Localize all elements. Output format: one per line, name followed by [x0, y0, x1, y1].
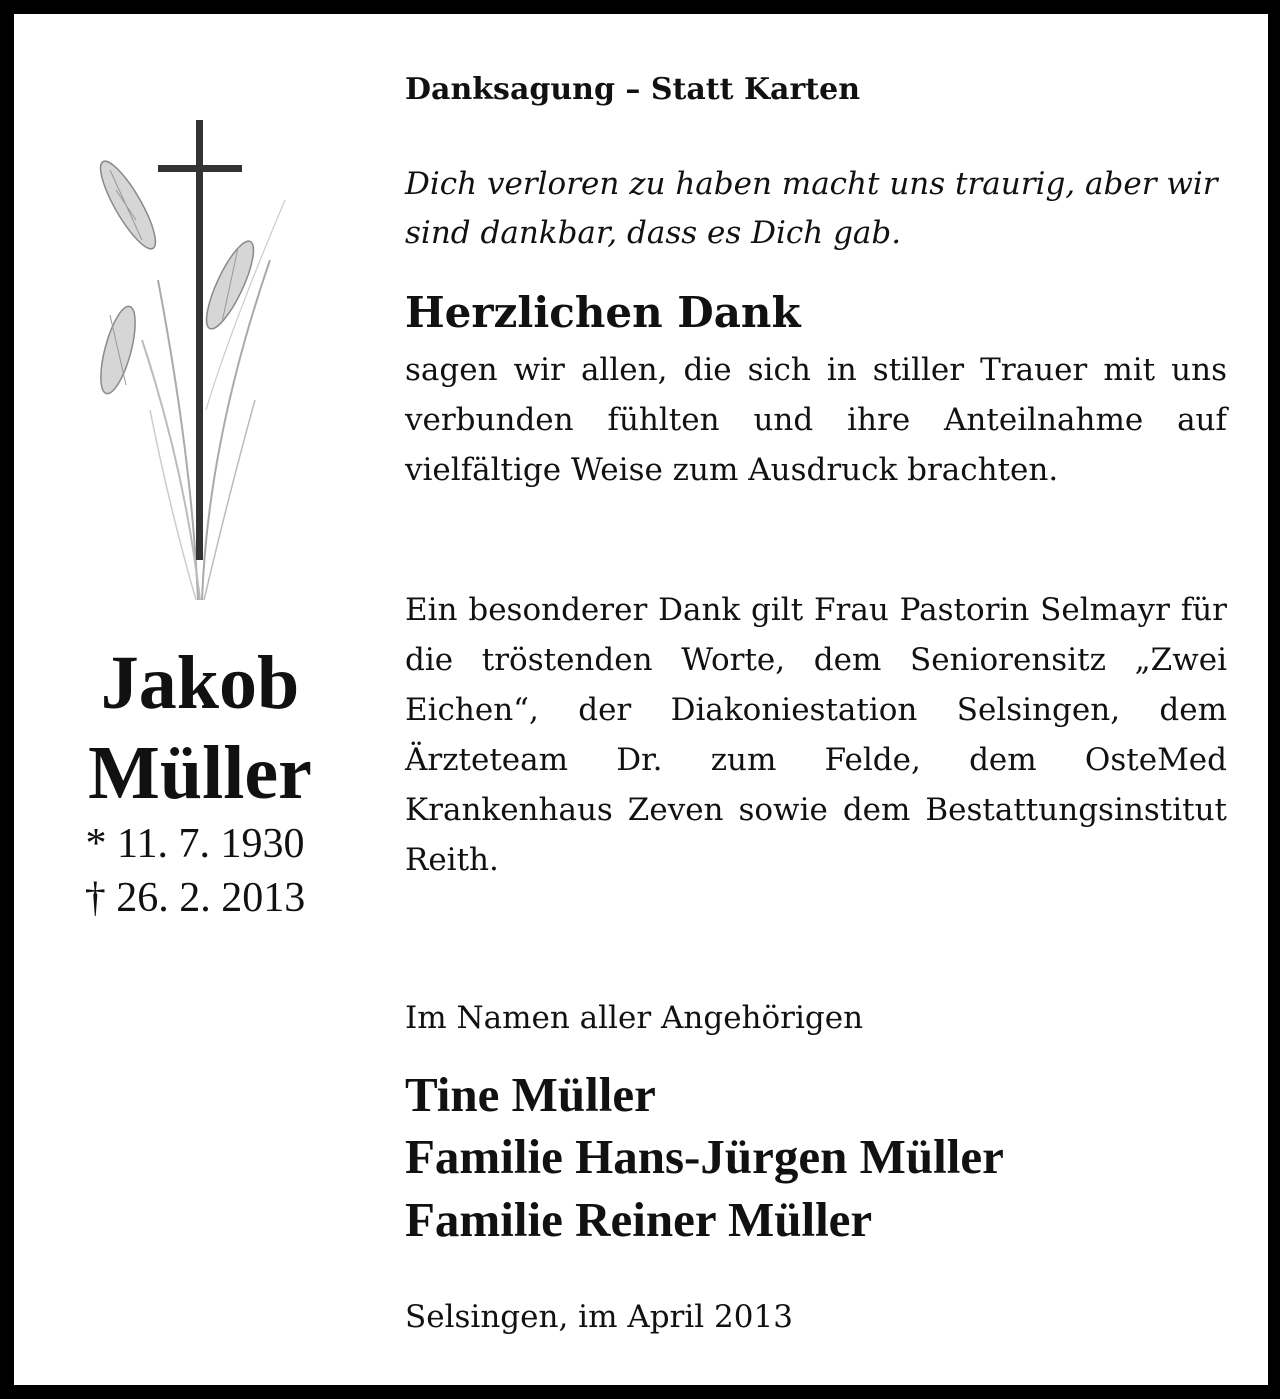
- family-name: Familie Reiner Müller: [405, 1192, 873, 1247]
- thanks-paragraph: sagen wir allen, die sich in stiller Trauer mit uns verbunden fühlten und ihre Anteilnahme auf vielfältige Weise zum Ausdruck brachten.: [405, 352, 1227, 488]
- notice-kicker: Danksagung – Statt Karten: [405, 72, 861, 107]
- deceased-last-name: Müller: [88, 731, 312, 815]
- birth-date: * 11. 7. 1930: [85, 821, 305, 867]
- family-name: Tine Müller: [405, 1067, 656, 1122]
- thanks-headline: Herzlichen Dank: [405, 288, 801, 337]
- motto-quote: Dich verloren zu haben macht uns traurig, aber wir sind dankbar, dass es Dich gab.: [405, 166, 1218, 251]
- special-thanks-paragraph: Ein besonderer Dank gilt Frau Pastorin Selmayr für die tröstenden Worte, dem Seniorensitz „Zwei Eichen“, der Diakoniestation Selsingen, dem Ärzteteam Dr. zum Felde, dem OsteMed Krankenhaus Zeven sowie dem Bestattungsinstitut Reith.: [405, 592, 1227, 878]
- death-date: † 26. 2. 2013: [84, 875, 306, 921]
- place-date: Selsingen, im April 2013: [405, 1299, 793, 1335]
- deceased-first-name: Jakob: [100, 641, 300, 725]
- family-name: Familie Hans-Jürgen Müller: [405, 1129, 1004, 1184]
- on-behalf-line: Im Namen aller Angehörigen: [405, 1000, 864, 1036]
- cross-with-wheat-icon: [80, 110, 320, 610]
